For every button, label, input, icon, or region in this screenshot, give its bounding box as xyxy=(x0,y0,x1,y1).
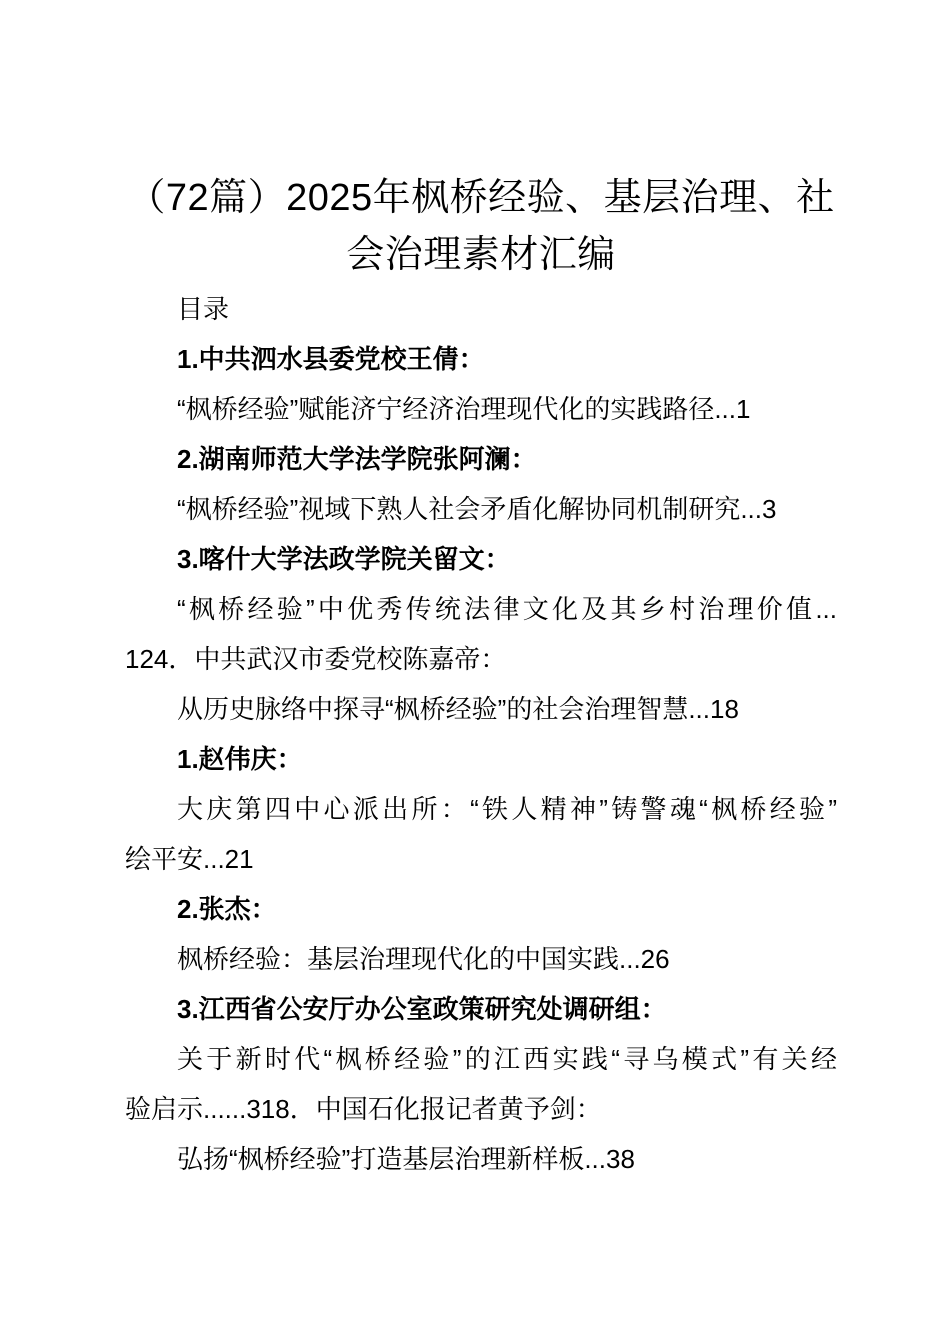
toc-line: 2.张杰： xyxy=(177,894,277,924)
toc-line: 从历史脉络中探寻“枫桥经验”的社会治理智慧...18 xyxy=(177,694,739,724)
toc-line: 枫桥经验：基层治理现代化的中国实践...26 xyxy=(177,944,670,974)
toc-line: 1.赵伟庆： xyxy=(177,744,303,774)
toc-line: 1.中共泗水县委党校王倩： xyxy=(177,344,485,374)
toc-line: 124．中共武汉市委党校陈嘉帝： xyxy=(125,644,507,674)
toc-line: 大庆第四中心派出所：“铁人精神”铸警魂“枫桥经验” xyxy=(177,794,837,824)
toc-line: 验启示......318．中国石化报记者黄予剑： xyxy=(125,1094,602,1124)
toc-line: 3.江西省公安厅办公室政策研究处调研组： xyxy=(177,994,667,1024)
toc-line: 2.湖南师范大学法学院张阿澜： xyxy=(177,444,537,474)
toc-line: 关于新时代“枫桥经验”的江西实践“寻乌模式”有关经 xyxy=(177,1044,837,1074)
toc-line: 3.喀什大学法政学院关留文： xyxy=(177,544,511,574)
document-title-line-2: 会治理素材汇编 xyxy=(346,234,616,276)
toc-line: “枫桥经验”赋能济宁经济治理现代化的实践路径...1 xyxy=(177,394,751,424)
document-title-line-1: （72篇）2025年枫桥经验、基层治理、社 xyxy=(127,177,835,219)
toc xyxy=(125,284,837,1184)
toc-line: 弘扬“枫桥经验”打造基层治理新样板...38 xyxy=(177,1144,635,1174)
toc-line: 目录 xyxy=(177,294,230,324)
toc-line: “枫桥经验”中优秀传统法律文化及其乡村治理价值... xyxy=(177,594,837,624)
toc-line: 绘平安...21 xyxy=(125,844,254,874)
document-title xyxy=(125,170,837,284)
toc-line: “枫桥经验”视域下熟人社会矛盾化解协同机制研究...3 xyxy=(177,494,777,524)
